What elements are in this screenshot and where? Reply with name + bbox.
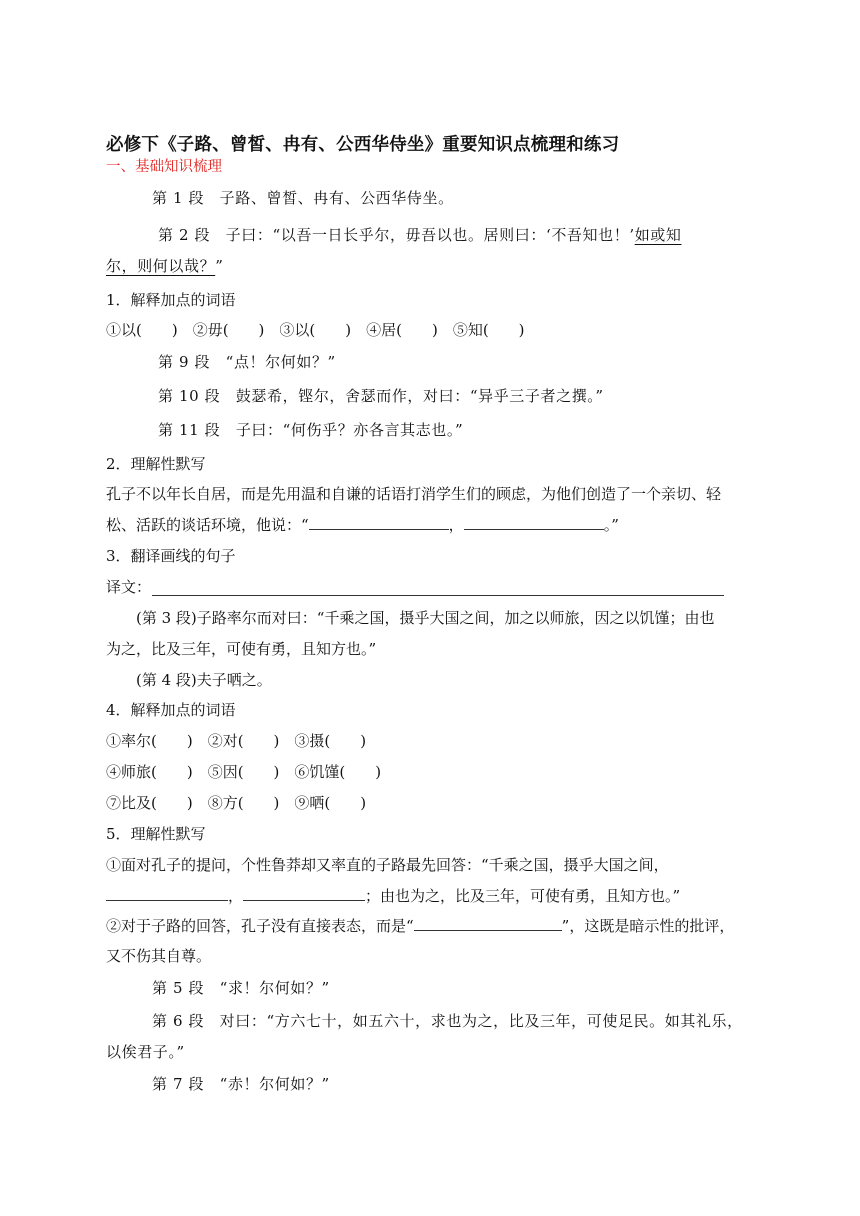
question-3-heading: 3．翻译画线的句子 [106,547,236,565]
paragraph-4: (第 4 段)夫子哂之。 [136,671,272,689]
paragraph-2-line-2 [106,256,223,276]
question-2-heading: 2．理解性默写 [106,455,206,473]
question-4-row-1: ①率尔( ) ②对( ) ③摄( ) [106,732,367,750]
paragraph-11: 第 11 段 子曰：“何伤乎？亦各言其志也。” [158,421,464,439]
question-2-line-2 [106,515,619,535]
question-2-line-1: 孔子不以年长自居，而是先用温和自谦的话语打消学生们的顾虑，为他们创造了一个亲切、轻 [106,485,722,503]
question-2-end: 。” [603,516,619,534]
fill-blank-1[interactable] [309,515,449,530]
paragraph-9: 第 9 段 “点！尔何如？” [158,353,336,371]
question-5-item-1-end: ；由也为之，比及三年，可使有勇，且知方也。” [365,887,681,905]
question-1-heading: 1．解释加点的词语 [106,291,236,309]
fill-blank-2[interactable] [464,515,604,530]
paragraph-1: 第 1 段 子路、曾皙、冉有、公西华侍坐。 [152,189,454,207]
question-5-item-2-line-1 [106,916,734,936]
question-5-item-2-prompt: ②对于子路的回答，孔子没有直接表态，而是“ [106,917,414,935]
paragraph-2-underlined-b: 尔，则何以哉？ [106,257,216,275]
question-1-items: ①以( ) ②毋( ) ③以( ) ④居( ) ⑤知( ) [106,321,525,339]
question-4-row-3: ⑦比及( ) ⑧方( ) ⑨哂( ) [106,794,367,812]
paragraph-10: 第 10 段 鼓瑟希，铿尔，舍瑟而作，对曰：“异乎三子者之撰。” [158,387,604,405]
question-5-item-1-line-2 [106,886,680,906]
document-title: 必修下《子路、曾皙、冉有、公西华侍坐》重要知识点梳理和练习 [106,135,620,155]
question-5-item-2-tail: ”，这既是暗示性的批评， [561,917,735,935]
paragraph-2-line-1 [158,225,682,245]
paragraph-2-close: ” [215,257,224,275]
translation-label: 译文： [106,578,152,596]
question-5-separator: ， [228,887,244,905]
paragraph-2-underlined-a: 如或知 [634,226,682,244]
question-4-heading: 4．解释加点的词语 [106,701,236,719]
fill-blank-5[interactable] [414,916,562,931]
fill-blank-4[interactable] [243,886,365,901]
paragraph-2-lead: 第 2 段 子曰：“以吾一日长乎尔，毋吾以也。居则曰：‘不吾知也！’ [158,226,635,244]
paragraph-3-line-1: (第 3 段)子路率尔而对曰：“千乘之国，摄乎大国之间，加之以师旅，因之以饥馑；由也 [136,609,715,627]
paragraph-6-line-1: 第 6 段 对曰：“方六七十，如五六十，求也为之，比及三年，可使足民。如其礼乐， [152,1012,743,1030]
section-heading-basics: 一、基础知识梳理 [106,159,222,175]
translation-answer-line[interactable] [152,595,724,596]
question-2-prompt: 松、活跃的谈话环境，他说：“ [106,516,309,534]
paragraph-5: 第 5 段 “求！尔何如？” [152,979,330,997]
question-5-item-2-line-2: 又不伤其自尊。 [106,947,212,965]
question-4-row-2: ④师旅( ) ⑤因( ) ⑥饥馑( ) [106,763,382,781]
paragraph-6-line-2: 以俟君子。” [106,1043,185,1061]
question-5-heading: 5．理解性默写 [106,825,206,843]
question-2-separator: ， [448,516,464,534]
paragraph-7: 第 7 段 “赤！尔何如？” [152,1075,330,1093]
fill-blank-3[interactable] [106,886,228,901]
paragraph-3-line-2: 为之，比及三年，可使有勇，且知方也。” [106,640,377,658]
question-5-item-1-line-1: ①面对孔子的提问，个性鲁莽却又率直的子路最先回答：“千乘之国，摄乎大国之间， [106,856,669,874]
